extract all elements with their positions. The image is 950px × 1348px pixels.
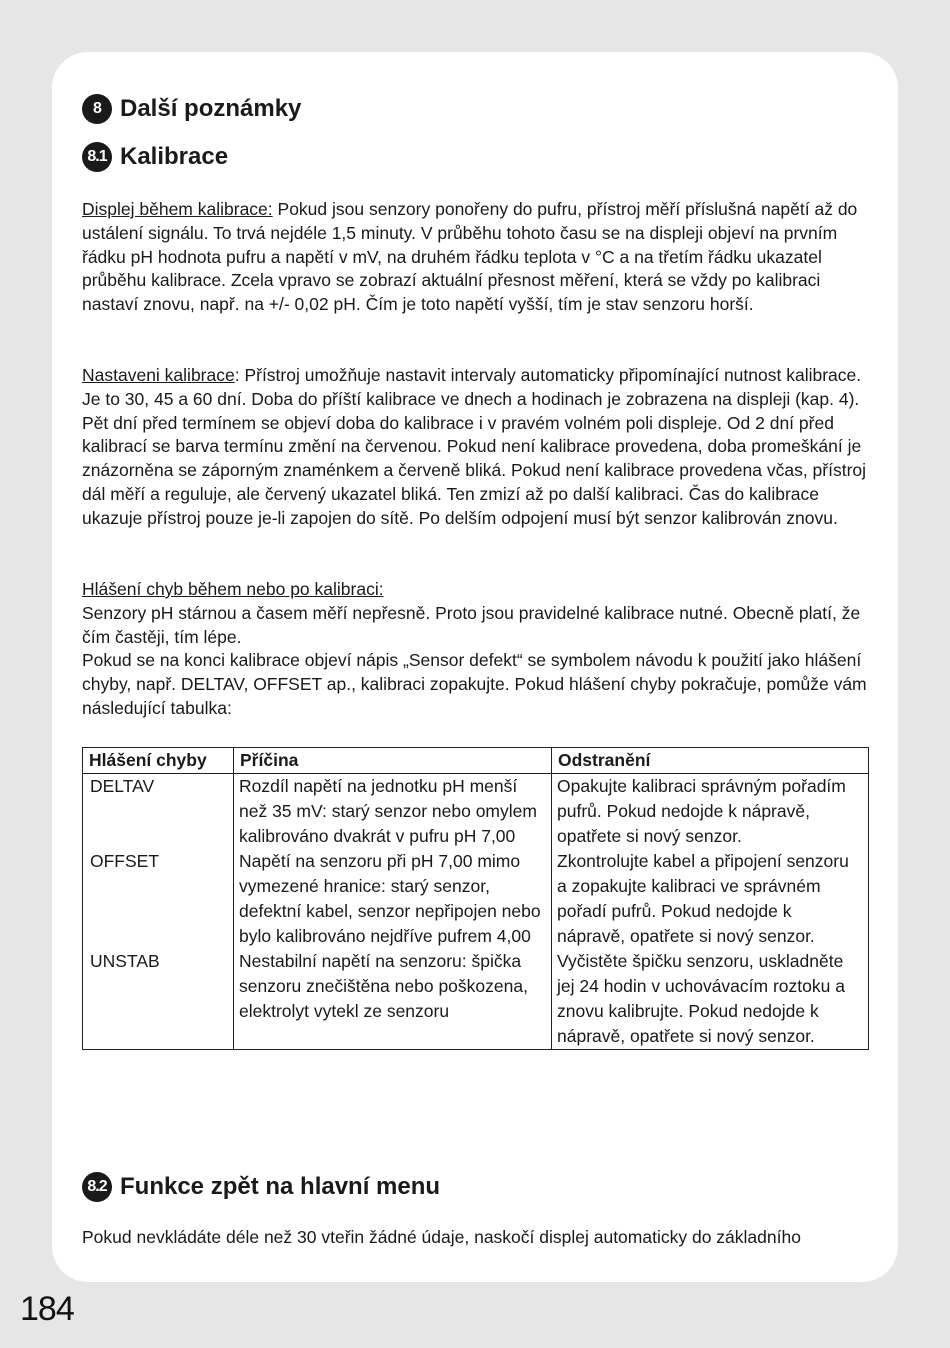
column-header: Hlášení chyby (83, 748, 234, 774)
column-header: Odstranění (552, 748, 869, 774)
section-number-badge: 8.1 (82, 142, 112, 172)
paragraph-error-messages (82, 578, 872, 721)
error-code-cell: OFFSET (83, 849, 234, 949)
paragraph-text: Pokud se na konci kalibrace objeví nápis „Sensor defekt“ se symbolem návodu k použití jako hlášení chyby, např. DELTAV, OFFSET ap., kalibraci zopakujte. Pokud hlášení chyby pokračuje, pomůže vám následující tabulka: (82, 650, 867, 718)
paragraph-display-calibration (82, 198, 872, 317)
paragraph-text: Pokud jsou senzory ponořeny do pufru, přístroj měří příslušná napětí až do ustálení signálu. To trvá nejdéle 1,5 minuty. V průběhu tohoto času se na displeji objeví na prvním řádku pH hodnota pufru a napětí v mV, na druhém řádku teplota v °C a na třetím řádku ukazatel průběhu kalibrace. Zcela vpravo se zobrazí aktuální přesnost měření, která se vždy po kalibraci nastaví znovu, např. na +/- 0,02 pH. Čím je toto napětí vyšší, tím je stav senzoru horší. (82, 199, 858, 315)
error-code-cell: UNSTAB (83, 949, 234, 1050)
paragraph-return-main-menu: Pokud nevkládáte déle než 30 vteřin žádné údaje, naskočí displej automaticky do základního (82, 1227, 801, 1247)
cause-cell: Napětí na senzoru při pH 7,00 mimo vymezené hranice: starý senzor, defektní kabel, senzor nepřipojen nebo bylo kalibrováno nejdříve pufrem 4,00 (234, 849, 552, 949)
cause-cell: Nestabilní napětí na senzoru: špička senzoru znečištěna nebo poškozena, elektrolyt vytekl ze senzoru (234, 949, 552, 1050)
table-row (83, 949, 869, 1050)
section-8-2-heading (82, 1172, 440, 1202)
table-header-row (83, 748, 869, 774)
paragraph-text: : Přístroj umožňuje nastavit intervaly automaticky připomínající nutnost kalibrace. Je to 30, 45 a 60 dní. Doba do příští kalibrace ve dnech a hodinach je zobrazena na displeji (kap. 4). Pět dní před termínem se objeví doba do kalibrace i v pravém volném poli displeje. Od 2 dní před kalibrací se barva termínu změní na červenou. Pokud není kalibrace provedena, doba promeškání je znázorněna se záporným znaménkem a červeně bliká. Pokud není kalibrace provedena včas, přístroj dál měří a reguluje, ale červený ukazatel bliká. Ten zmizí až po další kalibraci. Čas do kalibrace ukazuje přístroj pouze je-li zapojen do sítě. Po delším odpojení musí být senzor kalibrován znovu. (82, 365, 867, 528)
table-row (83, 849, 869, 949)
paragraph-label: Hlášení chyb během nebo po kalibraci: (82, 579, 384, 599)
cause-cell: Rozdíl napětí na jednotku pH menší než 35 mV: starý senzor nebo omylem kalibrováno dvakrát v pufru pH 7,00 (234, 774, 552, 850)
remedy-cell: Zkontrolujte kabel a připojení senzoru a zopakujte kalibraci ve správném pořadí pufrů. Pokud nedojde k nápravě, opatřete si nový senzor. (552, 849, 869, 949)
error-table (82, 747, 869, 1050)
section-number-badge: 8.2 (82, 1172, 112, 1202)
paragraph-calibration-settings (82, 364, 872, 531)
table-row (83, 774, 869, 850)
remedy-cell: Vyčistěte špičku senzoru, uskladněte jej 24 hodin v uchovávacím roztoku a znovu kalibrujte. Pokud nedojde k nápravě, opatřete si nový senzor. (552, 949, 869, 1050)
section-8-heading (82, 94, 301, 124)
paragraph-text: Senzory pH stárnou a časem měří nepřesně. Proto jsou pravidelné kalibrace nutné. Obecně platí, že čím častěji, tím lépe. (82, 602, 861, 647)
section-title: Další poznámky (120, 95, 302, 122)
page-card (52, 52, 898, 1282)
paragraph-label: Displej během kalibrace: (82, 199, 273, 219)
section-8-1-heading (82, 142, 228, 172)
section-title: Kalibrace (120, 143, 229, 170)
paragraph-label: Nastaveni kalibrace (82, 365, 235, 385)
section-title: Funkce zpět na hlavní menu (120, 1173, 441, 1200)
remedy-cell: Opakujte kalibraci správným pořadím pufrů. Pokud nedojde k nápravě, opatřete si nový senzor. (552, 774, 869, 850)
error-code-cell: DELTAV (83, 774, 234, 850)
section-number-badge: 8 (82, 94, 112, 124)
page-number: 184 (20, 1290, 74, 1328)
column-header: Příčina (234, 748, 552, 774)
